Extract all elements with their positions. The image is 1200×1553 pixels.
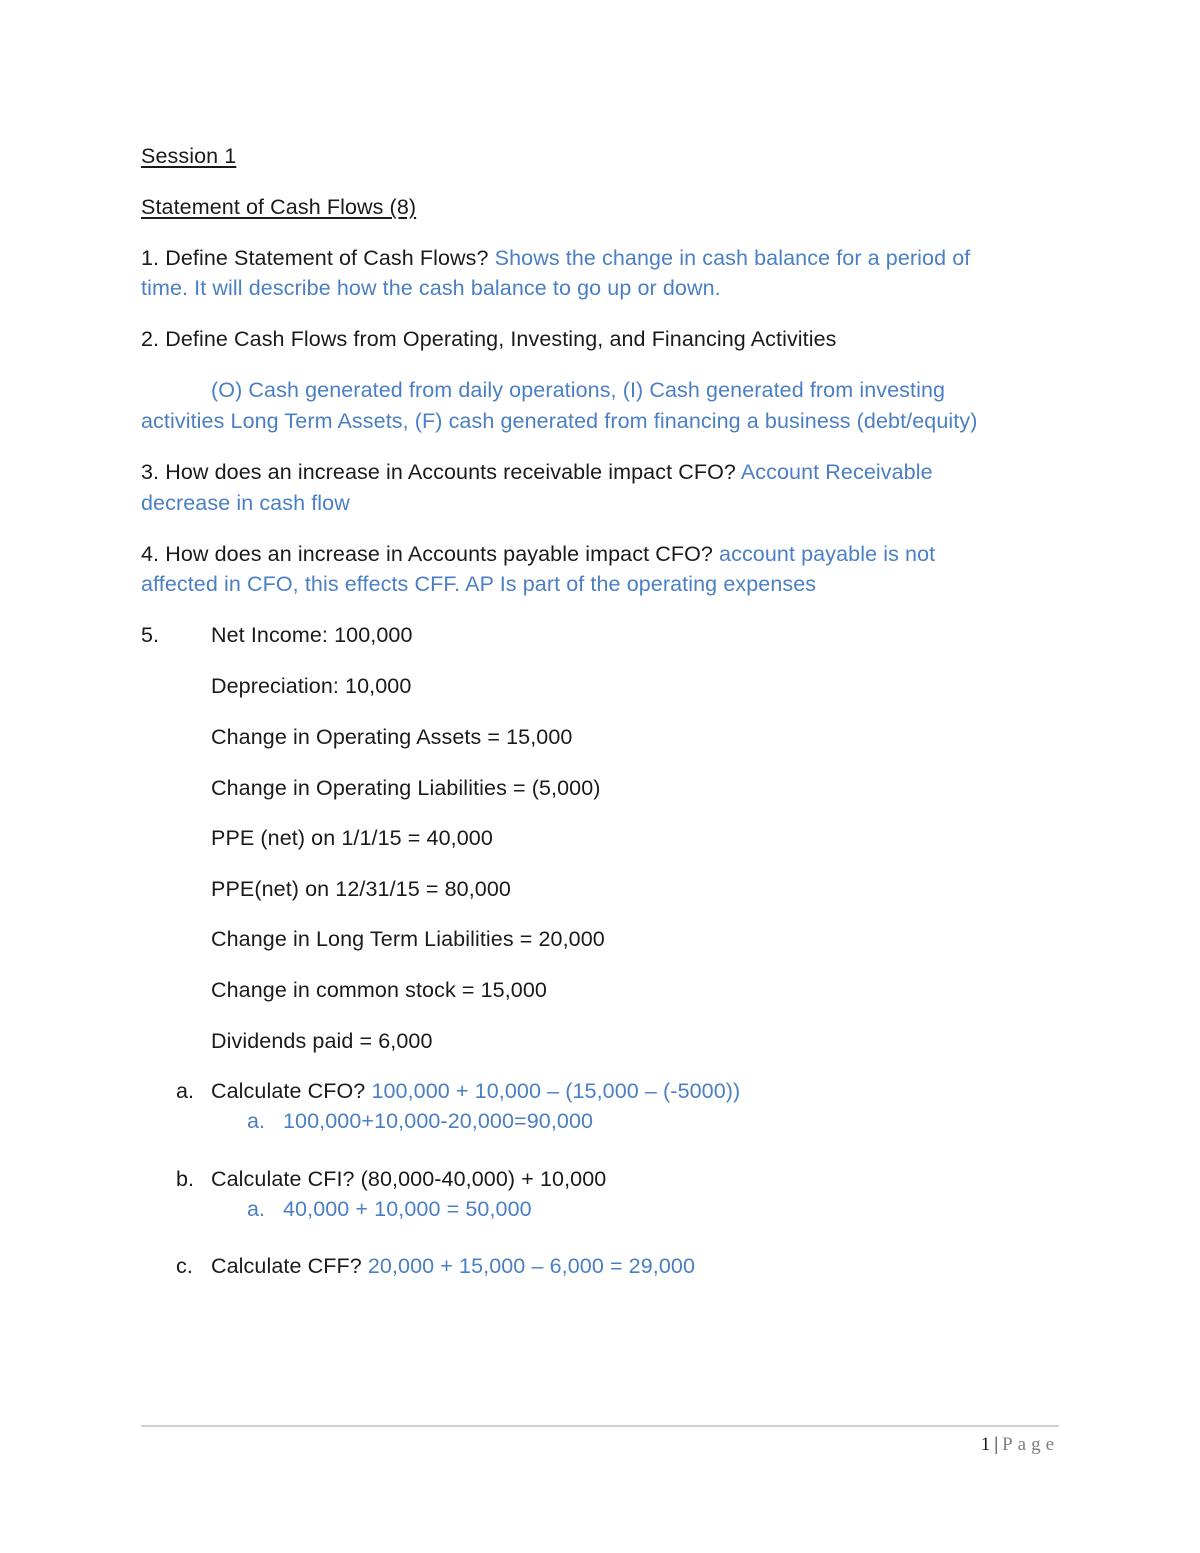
given-operating-liabilities: Change in Operating Liabilities = (5,000) [211, 776, 601, 800]
question-3-answer-cont: decrease in cash flow [141, 491, 350, 515]
section-title: Statement of Cash Flows (8) [141, 195, 417, 219]
given-operating-assets: Change in Operating Assets = 15,000 [211, 725, 573, 749]
question-4-answer-cont: affected in CFO, this effects CFF. AP Is part of the operating expenses [141, 572, 817, 596]
given-common-stock: Change in common stock = 15,000 [211, 978, 547, 1002]
question-2-answer: (O) Cash generated from daily operations, (I) Cash generated from investing [211, 378, 946, 402]
question-3-prompt: 3. How does an increase in Accounts receivable impact CFO? [141, 460, 736, 484]
question-1-answer: Shows the change in cash balance for a period of [494, 246, 971, 270]
part-b-sub-letter: a. [247, 1197, 266, 1221]
question-4-prompt: 4. How does an increase in Accounts payable impact CFO? [141, 542, 713, 566]
question-3-answer: Account Receivable [740, 460, 933, 484]
part-c-letter: c. [176, 1254, 193, 1278]
question-4 [141, 539, 935, 569]
footer-separator: | [994, 1434, 999, 1455]
part-a-sub-letter: a. [247, 1109, 266, 1133]
part-c-prompt: Calculate CFF? [211, 1254, 362, 1278]
part-a-answer: 100,000 + 10,000 – (15,000 – (-5000)) [371, 1079, 741, 1103]
question-2-prompt: 2. Define Cash Flows from Operating, Investing, and Financing Activities [141, 327, 837, 351]
session-heading: Session 1 [141, 144, 237, 168]
footer-divider [141, 1425, 1059, 1427]
question-1 [141, 243, 970, 273]
part-c [211, 1251, 695, 1281]
part-a-letter: a. [176, 1079, 195, 1103]
part-a-prompt: Calculate CFO? [211, 1079, 366, 1103]
given-ppe-end: PPE(net) on 12/31/15 = 80,000 [211, 877, 511, 901]
page-number: 1 [980, 1434, 991, 1455]
given-net-income: Net Income: 100,000 [211, 623, 413, 647]
question-2-answer-cont: activities Long Term Assets, (F) cash generated from financing a business (debt/equity) [141, 409, 978, 433]
page-label: Page [1002, 1434, 1059, 1455]
question-3 [141, 457, 933, 487]
question-1-prompt: 1. Define Statement of Cash Flows? [141, 246, 489, 270]
part-b-letter: b. [176, 1167, 195, 1191]
part-a [211, 1076, 740, 1106]
part-b-sub-answer: 40,000 + 10,000 = 50,000 [283, 1197, 532, 1221]
question-1-answer-cont: time. It will describe how the cash balance to go up or down. [141, 276, 721, 300]
given-depreciation: Depreciation: 10,000 [211, 674, 412, 698]
given-dividends: Dividends paid = 6,000 [211, 1029, 433, 1053]
question-5-number: 5. [141, 623, 160, 647]
given-long-term-liabilities: Change in Long Term Liabilities = 20,000 [211, 927, 605, 951]
page-footer [981, 1431, 1059, 1459]
question-4-answer: account payable is not [719, 542, 936, 566]
part-a-sub-answer: 100,000+10,000-20,000=90,000 [283, 1109, 594, 1133]
part-c-answer: 20,000 + 15,000 – 6,000 = 29,000 [367, 1254, 696, 1278]
part-b-prompt: Calculate CFI? (80,000-40,000) + 10,000 [211, 1167, 607, 1191]
given-ppe-start: PPE (net) on 1/1/15 = 40,000 [211, 826, 493, 850]
